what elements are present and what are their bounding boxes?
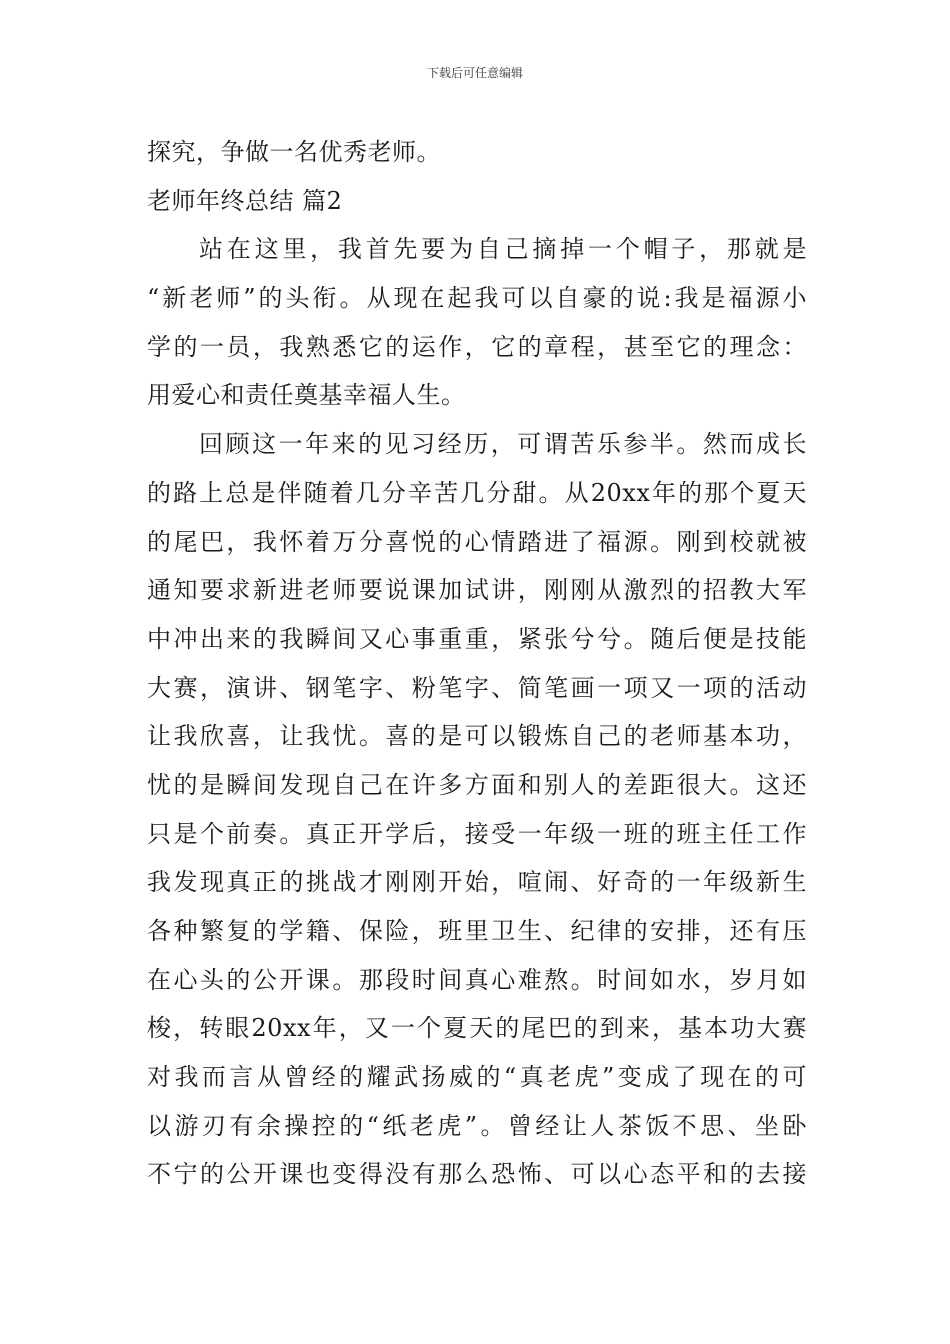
page-header: 下载后可任意编辑 (426, 66, 523, 80)
text-line: 的路上总是伴随着几分辛苦几分甜。从20xx年的那个夏天 (147, 478, 807, 507)
text-line: 用爱心和责任奠基幸福人生。 (147, 381, 466, 410)
document-body (147, 128, 807, 1199)
text-line: 大赛，演讲、钢笔字、粉笔字、简笔画一项又一项的活动 (147, 673, 807, 702)
text-line: 以游刃有余操控的“纸老虎”。曾经让人茶饭不思、坐卧 (147, 1111, 807, 1140)
text-line: 站在这里，我首先要为自己摘掉一个帽子，那就是 (199, 235, 807, 264)
text-line: 通知要求新进老师要说课加试讲，刚刚从激烈的招教大军 (147, 576, 807, 605)
text-line: 的尾巴，我怀着万分喜悦的心情踏进了福源。刚到校就被 (147, 527, 807, 556)
text-line: 只是个前奏。真正开学后，接受一年级一班的班主任工作 (147, 819, 807, 848)
text-line: 探究，争做一名优秀老师。 (147, 138, 441, 166)
text-line: “新老师”的头衔。从现在起我可以自豪的说:我是福源小 (147, 284, 807, 313)
text-line: 忧的是瞬间发现自己在许多方面和别人的差距很大。这还 (147, 770, 807, 799)
text-line: 回顾这一年来的见习经历，可谓苦乐参半。然而成长 (199, 430, 807, 459)
text-line: 我发现真正的挑战才刚刚开始，喧闹、好奇的一年级新生 (147, 868, 807, 897)
text-line: 中冲出来的我瞬间又心事重重，紧张兮兮。随后便是技能 (147, 624, 807, 653)
text-line: 不宁的公开课也变得没有那么恐怖、可以心态平和的去接 (147, 1160, 807, 1189)
text-line: 学的一员，我熟悉它的运作，它的章程，甚至它的理念： (147, 332, 807, 361)
text-line: 梭，转眼20xx年，又一个夏天的尾巴的到来，基本功大赛 (147, 1014, 807, 1043)
text-line: 对我而言从曾经的耀武扬威的“真老虎”变成了现在的可 (147, 1063, 807, 1092)
text-line: 在心头的公开课。那段时间真心难熬。时间如水，岁月如 (147, 965, 807, 994)
text-line: 让我欣喜，让我忧。喜的是可以锻炼自己的老师基本功， (147, 722, 807, 751)
section-heading: 老师年终总结 篇2 (147, 186, 343, 215)
text-line: 各种繁复的学籍、保险，班里卫生、纪律的安排，还有压 (147, 917, 807, 945)
